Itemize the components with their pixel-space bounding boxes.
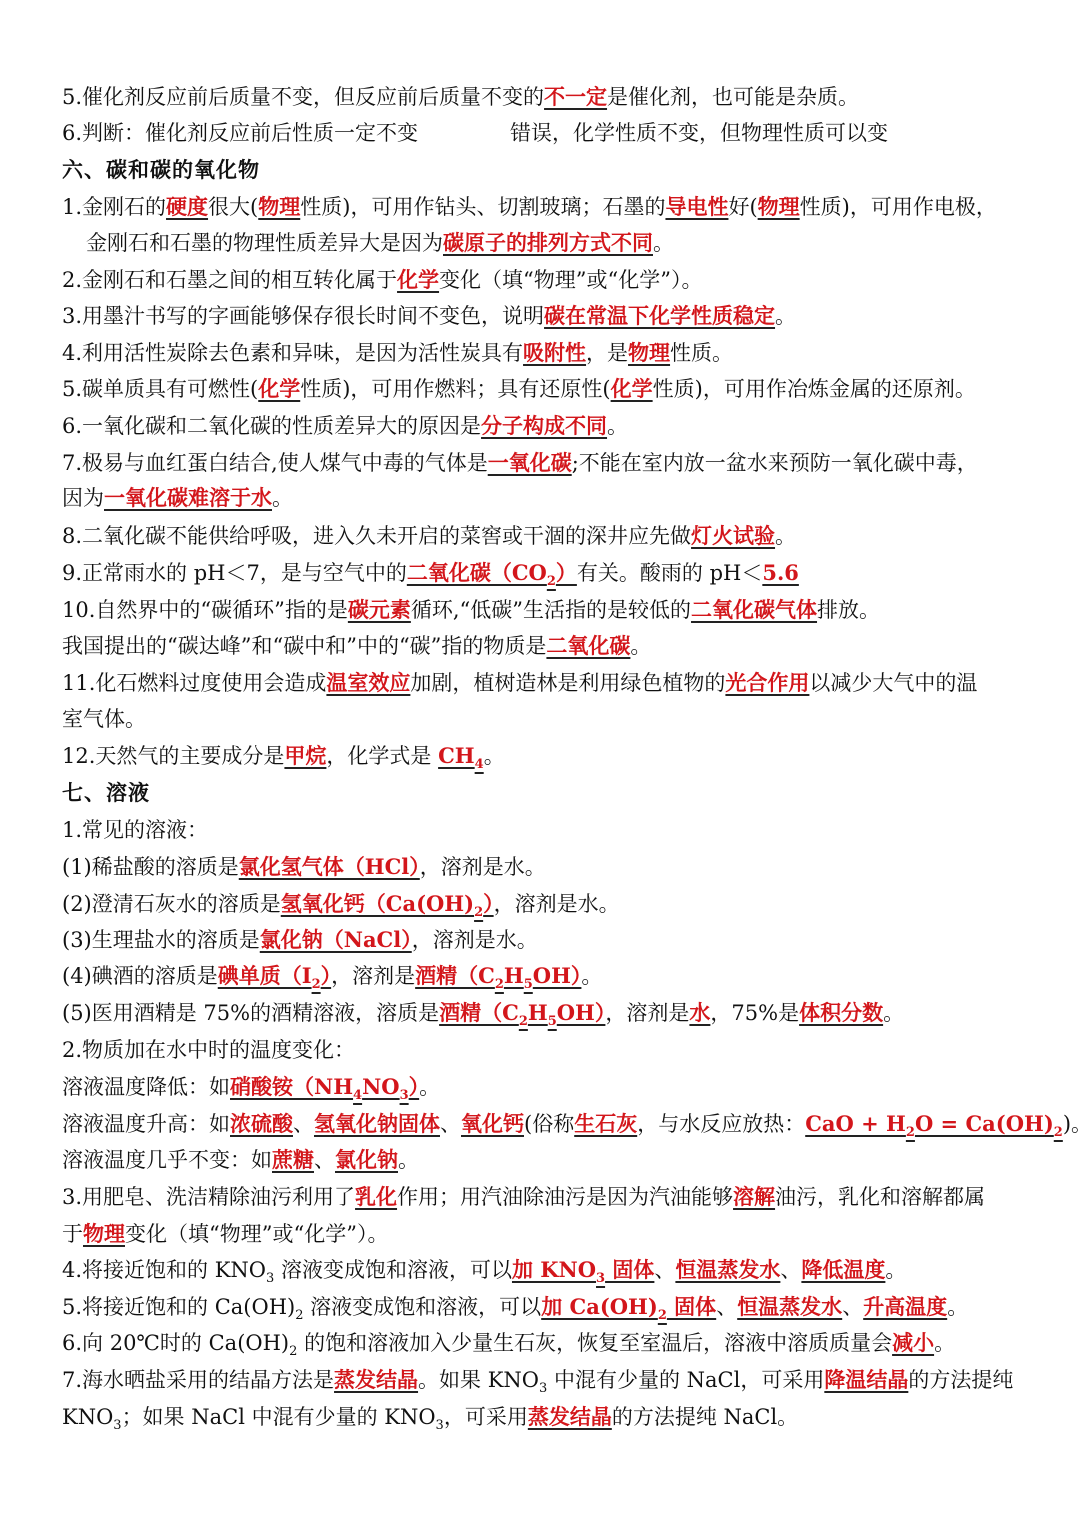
text-segment: 很大( (208, 195, 259, 219)
text-line (62, 1254, 1037, 1286)
answer-text: 氢氧化钠固体 (314, 1111, 440, 1136)
answer-text: 2 (474, 905, 484, 920)
text-segment: 金刚石和石墨的物理性质差异大是因为 (86, 231, 443, 255)
text-line (62, 960, 1037, 992)
text-line (62, 447, 1037, 479)
text-segment: 8.二氧化碳不能供给呼吸，进入久未开启的菜窖或干涸的深井应先做 (62, 524, 692, 548)
text-segment: 9.正常雨水的 pH＜7，是与空气中的 (62, 561, 407, 585)
text-segment: 11.化石燃料过度使用会造成 (62, 671, 327, 695)
text-segment: 、 (654, 1258, 676, 1282)
text-segment: 5.碳单质具有可燃性( (62, 377, 259, 401)
answer-text: 2 (518, 1014, 528, 1029)
answer-text: 浓硫酸 (230, 1111, 293, 1136)
text-segment: ，化学式是 (326, 744, 439, 768)
text-segment: 六、碳和碳的氧化物 (62, 157, 260, 182)
answer-text: 2 (546, 574, 556, 589)
text-segment: 溶液温度降低：如 (62, 1075, 230, 1099)
text-line (62, 1401, 1037, 1433)
text-segment: 4.将接近饱和的 KNO (62, 1258, 266, 1282)
answer-text: 温室效应 (326, 670, 411, 695)
text-segment: 溶液变成饱和溶液，可以 (274, 1258, 512, 1282)
text-segment: 溶液温度升高：如 (62, 1112, 230, 1136)
answer-text: 碳元素 (347, 597, 411, 622)
text-line (62, 410, 1037, 442)
text-line (62, 814, 1037, 846)
text-line (62, 630, 1037, 662)
text-line (62, 1144, 1037, 1176)
text-line (62, 1364, 1037, 1396)
text-line (62, 373, 1037, 405)
answer-text: 物理 (628, 340, 671, 365)
answer-text: 体积分数 (799, 1000, 884, 1025)
answer-text: 灯火试验 (691, 523, 776, 548)
answer-text: ） (483, 891, 494, 916)
section-heading (62, 777, 1037, 809)
text-segment: 七、溶液 (62, 780, 150, 805)
text-segment: ；如果 NaCl 中混有少量的 KNO (121, 1405, 436, 1429)
text-segment: 室气体。 (62, 707, 146, 731)
text-segment: 油污，乳化和溶解都属 (775, 1185, 986, 1209)
text-segment: 。 (653, 231, 674, 255)
answer-text: CH (438, 743, 475, 768)
text-segment: 。 (775, 524, 797, 548)
text-segment: 2 (295, 1308, 304, 1323)
text-segment: 2.金刚石和石墨之间的相互转化属于 (62, 268, 398, 292)
text-segment: 。如果 KNO (418, 1368, 540, 1392)
text-line (62, 703, 1037, 735)
text-segment: 6.一氧化碳和二氧化碳的性质差异大的原因是 (62, 414, 482, 438)
answer-text: 氢氧化钙（Ca(OH) (280, 891, 475, 916)
text-segment: 3.用墨汁书写的字画能够保存很长时间不变色，说明 (62, 304, 545, 328)
text-segment: 。 (419, 1075, 441, 1099)
text-line (62, 1034, 1037, 1066)
text-segment: 1.金刚石的 (62, 195, 167, 219)
answer-text: 分子构成不同 (481, 413, 608, 438)
text-segment: 性质)，可用作冶炼金属的还原剂。 (652, 377, 976, 401)
text-line (62, 482, 1037, 514)
text-segment: )。 (1062, 1112, 1092, 1136)
text-segment: 。 (398, 1148, 419, 1172)
text-segment: (5)医用酒精是 75%的酒精溶液，溶质是 (62, 1001, 440, 1025)
answer-text: 固体 (605, 1257, 655, 1282)
text-segment: 性质)，可用作电极， (799, 195, 997, 219)
answer-text: 蒸发结晶 (527, 1404, 612, 1429)
answer-text: 二氧化碳气体 (691, 597, 818, 622)
text-segment: 2.物质加在水中时的温度变化： (62, 1038, 356, 1062)
answer-text: 恒温蒸发水 (675, 1257, 781, 1282)
text-segment: 于 (62, 1222, 83, 1246)
answer-text: 导电性 (665, 194, 729, 219)
answer-text: 蒸发结晶 (334, 1367, 419, 1392)
answer-text: 氯化氢气体（HCl） (238, 854, 420, 879)
text-segment: 性质。 (670, 341, 734, 365)
answer-text: NO (362, 1074, 400, 1099)
answer-text: 甲烷 (284, 743, 327, 768)
answer-text: O = Ca(OH) (914, 1111, 1054, 1136)
text-segment: 变化（填“物理”或“化学”）。 (125, 1222, 389, 1246)
answer-text: 不一定 (544, 84, 608, 109)
text-segment: 。 (885, 1258, 907, 1282)
answer-text: 蔗糖 (272, 1147, 314, 1172)
answer-text: 溶解 (733, 1184, 776, 1209)
text-segment: 变化（填“物理”或“化学”）。 (439, 268, 703, 292)
answer-text: 减小 (892, 1330, 935, 1355)
text-segment: 。 (630, 634, 652, 658)
text-line (62, 594, 1037, 626)
text-segment: (1)稀盐酸的溶质是 (62, 855, 239, 879)
answer-text: 加 Ca(OH) (541, 1294, 658, 1319)
answer-text: 碳原子的排列方式不同 (443, 230, 653, 255)
text-line (62, 924, 1037, 956)
text-segment: 。 (483, 744, 505, 768)
text-segment: ，75%是 (710, 1001, 800, 1025)
answer-text: 2 (311, 977, 321, 992)
text-segment: 3.用肥皂、洗洁精除油污利用了 (62, 1185, 356, 1209)
text-segment: ，与水反应放热： (637, 1112, 806, 1136)
text-segment: ，是 (586, 341, 629, 365)
text-line (62, 1108, 1092, 1140)
answer-text: 固体 (666, 1294, 717, 1319)
text-segment: 的方法提纯 NaCl。 (611, 1405, 799, 1429)
text-segment: 。 (272, 486, 293, 510)
answer-text: 水 (689, 1000, 711, 1025)
answer-text: ） (408, 1074, 420, 1099)
text-segment: 、 (440, 1112, 461, 1136)
answer-text: 升高温度 (863, 1294, 948, 1319)
answer-text: 化学 (610, 376, 653, 401)
text-line (62, 851, 1037, 883)
answer-text: 3 (596, 1271, 606, 1286)
answer-text: 降温结晶 (824, 1367, 909, 1392)
text-segment: 中混有少量的 NaCl，可采用 (547, 1368, 825, 1392)
text-segment: 、 (314, 1148, 335, 1172)
answer-text: 物理 (83, 1221, 125, 1246)
text-segment: 。 (607, 414, 629, 438)
text-segment: 7.海水晒盐采用的结晶方法是 (62, 1368, 335, 1392)
text-segment: 错误，化学性质不变，但物理性质可以变 (510, 121, 889, 145)
text-line (86, 227, 1036, 259)
answer-text: 降低温度 (801, 1257, 886, 1282)
text-segment: 3 (435, 1418, 444, 1433)
text-segment: 5.将接近饱和的 Ca(OH) (62, 1295, 296, 1319)
answer-text: 硬度 (166, 194, 209, 219)
answer-text: 硝酸铵（NH (230, 1074, 354, 1099)
answer-text: 吸附性 (523, 340, 587, 365)
answer-text: 化学 (258, 376, 301, 401)
answer-text: OH） (556, 1000, 606, 1025)
answer-text: 2 (1053, 1125, 1063, 1140)
answer-text: CaO + H (805, 1111, 906, 1136)
text-line (62, 117, 1037, 149)
answer-text: 4 (353, 1088, 363, 1103)
answer-text: 5.6 (762, 560, 799, 585)
text-segment: 7.极易与血红蛋白结合,使人煤气中毒的气体是 (62, 451, 488, 475)
answer-text: 光合作用 (725, 670, 810, 695)
text-line (62, 1181, 1037, 1213)
text-segment: 是催化剂，也可能是杂质。 (607, 85, 860, 109)
text-segment: 3 (113, 1418, 122, 1433)
answer-text: 酒精（C (439, 1000, 519, 1025)
text-segment: (2)澄清石灰水的溶质是 (62, 892, 281, 916)
answer-text: 碘单质（I (217, 963, 312, 988)
text-segment: 。 (581, 964, 603, 988)
text-segment: 以减少大气中的温 (809, 671, 978, 695)
text-segment: 、 (842, 1295, 864, 1319)
text-segment: ;不能在室内放一盆水来预防一氧化碳中毒， (571, 451, 978, 475)
text-segment: 2 (289, 1344, 298, 1359)
text-segment: 排放。 (817, 598, 881, 622)
answer-text: 酒精（C (415, 963, 495, 988)
answer-text: 恒温蒸发水 (737, 1294, 843, 1319)
text-segment: 。 (934, 1331, 956, 1355)
text-line (62, 191, 1037, 223)
text-segment: 、 (780, 1258, 802, 1282)
answer-text: 加 KNO (511, 1257, 597, 1282)
text-segment: 溶液温度几乎不变：如 (62, 1148, 272, 1172)
text-segment: 、 (716, 1295, 738, 1319)
text-line (62, 1071, 1037, 1103)
text-line (62, 1327, 1037, 1359)
text-line (62, 667, 1037, 699)
answer-text: 2 (657, 1308, 667, 1323)
text-segment: ，溶剂是水。 (411, 928, 538, 952)
text-segment: 、 (293, 1112, 314, 1136)
text-line (62, 1291, 1037, 1323)
text-line (62, 1218, 1037, 1250)
answer-text: 5 (523, 977, 533, 992)
text-segment: 6.向 20℃时的 Ca(OH) (62, 1331, 290, 1355)
text-line (62, 520, 1037, 552)
answer-text: 物理 (258, 194, 301, 219)
answer-text: 氧化钙 (461, 1111, 524, 1136)
text-segment: 循环,“低碳”生活指的是较低的 (410, 598, 692, 622)
text-segment: 性质)，可用作钻头、切割玻璃；石墨的 (300, 195, 666, 219)
text-segment: 好( (728, 195, 758, 219)
text-segment: 性质)，可用作燃料；具有还原性( (300, 377, 611, 401)
answer-text: H (503, 963, 524, 988)
text-segment: 。 (775, 304, 797, 328)
text-segment: (3)生理盐水的溶质是 (62, 928, 260, 952)
answer-text: 氯化钠（NaCl） (259, 927, 412, 952)
text-segment: 因为 (62, 486, 104, 510)
answer-text: 二氧化碳 (546, 633, 631, 658)
text-segment: 5.催化剂反应前后质量不变，但反应前后质量不变的 (62, 85, 545, 109)
answer-text: 2 (905, 1125, 915, 1140)
text-segment: 我国提出的“碳达峰”和“碳中和”中的“碳”指的物质是 (62, 634, 547, 658)
text-segment: 12.天然气的主要成分是 (62, 744, 285, 768)
answer-text: ） (555, 560, 577, 585)
answer-text: ） (320, 963, 332, 988)
text-line (62, 81, 1037, 113)
text-line (62, 337, 1037, 369)
answer-text: 乳化 (355, 1184, 398, 1209)
text-segment: 3 (266, 1271, 275, 1286)
text-segment: 有关。酸雨的 pH＜ (576, 561, 763, 585)
text-line (62, 997, 1037, 1029)
text-segment: 4.利用活性炭除去色素和异味，是因为活性炭具有 (62, 341, 524, 365)
answer-text: H (527, 1000, 548, 1025)
text-segment: ，溶剂是水。 (493, 892, 620, 916)
text-segment: 。 (883, 1001, 905, 1025)
text-segment: ，可采用 (443, 1405, 528, 1429)
text-line (62, 888, 1037, 920)
text-segment: KNO (62, 1405, 114, 1429)
answer-text: 氯化钠 (335, 1147, 398, 1172)
answer-text: 生石灰 (574, 1111, 638, 1136)
text-segment: 6.判断：催化剂反应前后性质一定不变 (62, 121, 419, 145)
answer-text: 碳在常温下化学性质稳定 (544, 303, 776, 328)
text-segment: 作用；用汽油除油污是因为汽油能够 (397, 1185, 734, 1209)
text-segment: ，溶剂是水。 (419, 855, 546, 879)
text-segment: 。 (947, 1295, 969, 1319)
text-segment: 1.常见的溶液： (62, 818, 209, 842)
answer-text: 一氧化碳 (487, 450, 572, 475)
text-segment: 溶液变成饱和溶液，可以 (303, 1295, 542, 1319)
text-segment: 3 (539, 1381, 548, 1396)
text-line (62, 557, 1037, 589)
text-line (62, 264, 1037, 296)
answer-text: OH） (532, 963, 582, 988)
text-segment: (俗称 (524, 1112, 575, 1136)
text-segment: 的饱和溶液加入少量生石灰，恢复至室温后，溶液中溶质质量会 (297, 1331, 893, 1355)
section-heading (62, 154, 1037, 186)
answer-text: 一氧化碳难溶于水 (104, 485, 272, 510)
answer-text: 3 (399, 1088, 409, 1103)
text-segment: ，溶剂是 (331, 964, 416, 988)
answer-text: 化学 (397, 267, 440, 292)
text-line (62, 300, 1037, 332)
text-segment: (4)碘酒的溶质是 (62, 964, 218, 988)
text-line (62, 740, 1037, 772)
answer-text: 5 (547, 1014, 557, 1029)
answer-text: 2 (494, 977, 504, 992)
text-segment: 10.自然界中的“碳循环”指的是 (62, 598, 348, 622)
answer-text: 物理 (757, 194, 800, 219)
text-segment: 加剧，植树造林是利用绿色植物的 (410, 671, 726, 695)
text-segment: ，溶剂是 (605, 1001, 690, 1025)
text-segment: 的方法提纯 (908, 1368, 1014, 1392)
answer-text: 4 (474, 757, 484, 772)
answer-text: 二氧化碳（CO (406, 560, 547, 585)
